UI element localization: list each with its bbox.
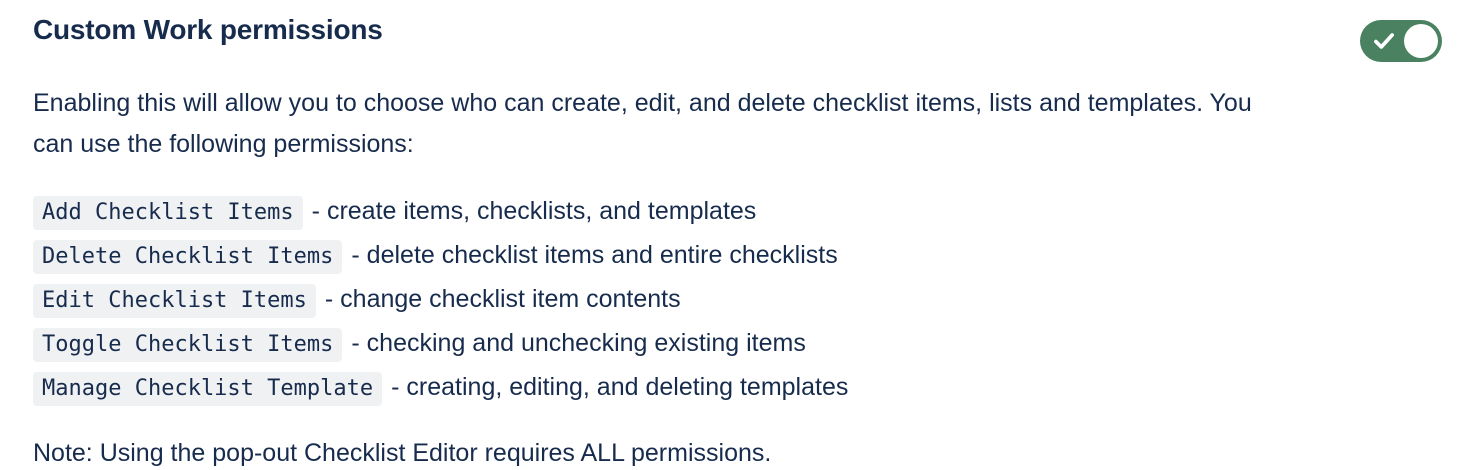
permission-line <box>33 190 1442 234</box>
permission-code: Delete Checklist Items <box>33 240 342 274</box>
check-icon <box>1371 28 1397 54</box>
permission-code: Toggle Checklist Items <box>33 328 342 362</box>
permission-line <box>33 234 1442 278</box>
permission-description: - create items, checklists, and templates <box>311 197 757 225</box>
section-title: Custom Work permissions <box>33 14 383 45</box>
permission-description: - creating, editing, and deleting templates <box>391 373 849 401</box>
permission-line <box>33 278 1442 322</box>
permission-line <box>33 366 1442 410</box>
permission-description: - checking and unchecking existing items <box>351 329 806 357</box>
permission-description: - change checklist item contents <box>324 285 681 313</box>
note-text: Note: Using the pop-out Checklist Editor requires ALL permissions. <box>33 439 772 467</box>
toggle-knob[interactable] <box>1404 24 1438 58</box>
permission-code: Edit Checklist Items <box>33 284 316 318</box>
permission-list <box>33 190 1442 410</box>
permission-line <box>33 322 1442 366</box>
custom-work-permissions-toggle[interactable] <box>1360 20 1442 62</box>
section-description: Enabling this will allow you to choose who can create, edit, and delete checklist items, lists and templates. You can use the following permissions: <box>33 89 1252 158</box>
permission-code: Manage Checklist Template <box>33 372 382 406</box>
section-header <box>33 12 1442 62</box>
permission-code: Add Checklist Items <box>33 196 303 230</box>
permission-description: - delete checklist items and entire checklists <box>351 241 838 269</box>
